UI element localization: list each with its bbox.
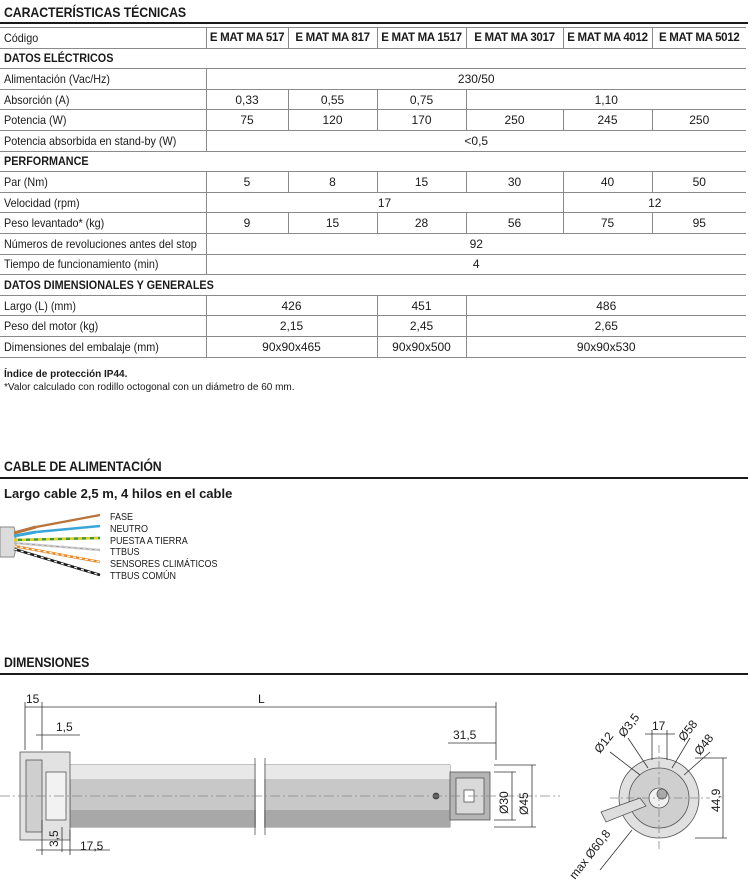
wire-label: NEUTRO [110,523,149,535]
cell-value: 0,33 [206,89,288,110]
dim-label: Ø45 [517,792,531,815]
cell-value: <0,5 [206,130,746,151]
row-label: Par (Nm) [0,172,206,193]
dim-label: 31,5 [453,728,477,742]
dim-label: 15 [26,692,40,706]
cell-value: 8 [288,172,377,193]
wire-label: FASE [110,512,134,523]
table-row [0,69,746,90]
model-header: E MAT MA 817 [288,28,377,49]
cell-value: 9 [206,213,288,234]
cell-value: 0,75 [377,89,466,110]
cell-value: 426 [206,295,377,316]
cell-value: 486 [466,295,746,316]
table-row [0,295,746,316]
cell-value: 245 [563,110,652,131]
row-label: Peso del motor (kg) [0,316,206,337]
cell-value: 50 [652,172,746,193]
cell-value: 90x90x500 [377,336,466,357]
cell-value: 15 [288,213,377,234]
section-rule [0,673,748,675]
row-label: Alimentación (Vac/Hz) [0,69,206,90]
cell-value: 2,45 [377,316,466,337]
table-row [0,254,746,275]
section-electric: DATOS ELÉCTRICOS [0,48,746,69]
cell-value: 40 [563,172,652,193]
cell-value: 451 [377,295,466,316]
cell-value: 2,65 [466,316,746,337]
cell-value: 1,10 [466,89,746,110]
table-row [0,316,746,337]
dim-label: 44,9 [709,788,723,812]
row-label: Dimensiones del embalaje (mm) [0,336,206,357]
table-row [0,89,746,110]
dim-label: L [258,692,265,706]
model-header: E MAT MA 5012 [652,28,746,49]
row-label: Potencia absorbida en stand-by (W) [0,130,206,151]
table-header-row [0,28,746,49]
row-label: Absorción (A) [0,89,206,110]
dim-label: 17 [652,719,666,733]
dim-label: 3,5 [47,830,61,847]
model-header: E MAT MA 3017 [466,28,563,49]
dimensions-section-title: DIMENSIONES [4,654,90,670]
table-row [0,172,746,193]
cell-value: 4 [206,254,746,275]
cell-value: 15 [377,172,466,193]
dim-label: Ø3,5 [615,710,643,740]
code-label: Código [0,28,206,49]
table-row [0,192,746,213]
row-label: Largo (L) (mm) [0,295,206,316]
row-label: Velocidad (rpm) [0,192,206,213]
section-rule [0,477,748,479]
dim-label: Ø58 [675,717,701,744]
cable-section-title: CABLE DE ALIMENTACIÓN [4,458,162,474]
table-row [0,130,746,151]
table-row [0,336,746,357]
wire-label: PUESTA A TIERRA [110,535,188,547]
row-label: Potencia (W) [0,110,206,131]
dim-label: Ø30 [497,791,511,814]
row-label: Peso levantado* (kg) [0,213,206,234]
section-performance: PERFORMANCE [0,151,746,172]
tech-section-title: CARACTERÍSTICAS TÉCNICAS [4,4,187,20]
model-header: E MAT MA 517 [206,28,288,49]
section-dims: DATOS DIMENSIONALES Y GENERALES [0,275,746,296]
cell-value: 2,15 [206,316,377,337]
cell-value: 12 [563,192,746,213]
wire-labels [110,512,229,583]
tech-spec-table [0,27,746,358]
row-label: Números de revoluciones antes del stop [0,233,206,254]
table-row [0,233,746,254]
dim-label: Ø48 [691,731,717,758]
model-header: E MAT MA 1517 [377,28,466,49]
dim-label: Ø12 [591,729,617,756]
cell-value: 90x90x530 [466,336,746,357]
table-row [0,213,746,234]
cell-value: 120 [288,110,377,131]
cell-value: 90x90x465 [206,336,377,357]
dimensions-drawing [0,690,752,890]
cell-value: 30 [466,172,563,193]
dim-label: 1,5 [56,720,73,734]
cell-value: 230/50 [206,69,746,90]
cell-value: 0,55 [288,89,377,110]
cable-subtitle: Largo cable 2,5 m, 4 hilos en el cable [4,486,233,501]
table-row [0,110,746,131]
cell-value: 95 [652,213,746,234]
wire-label: TTBUS [110,547,140,559]
dim-label: max Ø60,8 [566,826,614,882]
row-label: Tiempo de funcionamiento (min) [0,254,206,275]
cell-value: 75 [206,110,288,131]
cell-value: 5 [206,172,288,193]
cell-value: 250 [652,110,746,131]
cell-value: 56 [466,213,563,234]
section-row [0,151,746,172]
cell-value: 75 [563,213,652,234]
cell-value: 17 [206,192,563,213]
cell-value: 28 [377,213,466,234]
section-row [0,275,746,296]
wire-label: TTBUS COMÚN [110,570,177,582]
wire-label: SENSORES CLIMÁTICOS [110,559,218,571]
ip-note: Índice de protección IP44. [4,369,128,380]
cell-value: 250 [466,110,563,131]
cell-value: 92 [206,233,746,254]
cell-value: 170 [377,110,466,131]
dim-label: 17,5 [80,839,104,853]
cable-wires-drawing [0,505,110,585]
footnote: *Valor calculado con rodillo octogonal con un diámetro de 60 mm. [4,382,295,393]
section-row [0,48,746,69]
section-rule [0,22,748,24]
model-header: E MAT MA 4012 [563,28,652,49]
